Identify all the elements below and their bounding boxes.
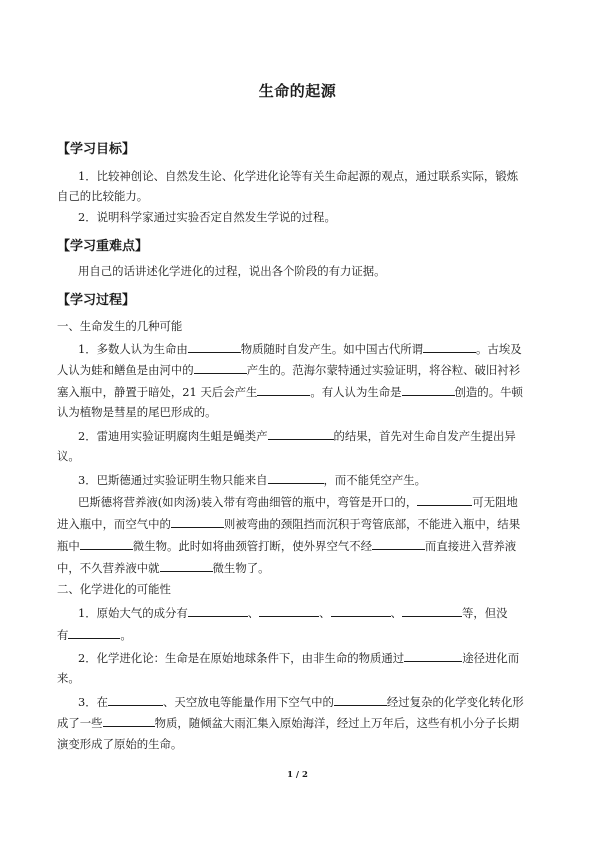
fill-blank[interactable] [423, 340, 476, 353]
text-span: 、 [319, 606, 331, 620]
text-span: 人认为蛙和鳝鱼是由河中的 [57, 363, 194, 377]
keypoints-text: 用自己的话讲述化学进化的过程，说出各个阶段的有力证据。 [78, 264, 386, 278]
fill-blank[interactable] [171, 515, 224, 528]
text-span: 塞入瓶中，静置于暗处，21 天后会产生 [57, 385, 258, 399]
part2-item2-line2: 来。 [57, 671, 80, 685]
text-span: 物质随时自发产生。如中国古代所谓 [240, 342, 424, 356]
fill-blank[interactable] [372, 537, 425, 550]
text-span: 物质，随倾盆大雨汇集入原始海洋，经过上万年后，这些有机小分子长期 [154, 716, 520, 730]
text-span: 等，但没 [461, 606, 508, 620]
text-span: 3．在 [78, 695, 109, 709]
part1-pasteur-line1 [78, 493, 518, 510]
section-heading-goals: 【学习目标】 [57, 142, 136, 157]
part2-item1-line2 [57, 626, 132, 643]
part1-item2-line2: 议。 [57, 449, 80, 463]
text-span: 微生物。此时如将曲颈管打断，使外界空气不经 [132, 539, 373, 553]
text-span: 进入瓶中，而空气中的 [57, 517, 171, 531]
text-span: 经过复杂的化学变化转化形 [386, 695, 524, 709]
text-span: 3．巴斯德通过实验证明生物只能来自 [78, 473, 268, 487]
section-heading-process: 【学习过程】 [57, 293, 136, 308]
goal-1-line-2: 自己的比较能力。 [57, 189, 149, 203]
fill-blank[interactable] [160, 559, 213, 572]
text-span: 、 [247, 606, 260, 620]
text-span: 成了一些 [57, 716, 103, 730]
fill-blank[interactable] [404, 649, 462, 662]
fill-blank[interactable] [268, 427, 334, 440]
section-heading-keypoints: 【学习重难点】 [57, 239, 149, 254]
fill-blank[interactable] [194, 361, 247, 374]
text-span: 微生物了。 [212, 561, 270, 575]
text-span: 途径进化而 [462, 651, 520, 665]
part1-heading: 一、生命发生的几种可能 [57, 319, 183, 333]
page-title: 生命的起源 [258, 82, 337, 100]
text-span: 则被弯曲的颈阻挡而沉积于弯管底部，不能进入瓶中，结果 [223, 517, 521, 531]
text-span: 2．化学进化论：生命是在原始地球条件下，由非生命的物质通过 [78, 651, 405, 665]
page-number: 1 / 2 [287, 770, 308, 780]
text-span: 可无阻地 [472, 495, 518, 509]
part2-item3-line2 [57, 714, 519, 731]
fill-blank[interactable] [402, 383, 455, 396]
fill-blank[interactable] [188, 340, 241, 353]
fill-blank[interactable] [259, 604, 319, 617]
part2-item2-line1 [78, 649, 519, 666]
text-span: 创造的。牛顿 [454, 385, 523, 399]
fill-blank[interactable] [334, 693, 387, 706]
fill-blank[interactable] [417, 493, 472, 506]
text-span: 瓶中 [57, 539, 80, 553]
text-span: 2．雷迪用实验证明腐肉生蛆是蝇类产 [78, 429, 268, 443]
text-span: 的结果，首先对生命自发产生提出异 [333, 429, 516, 443]
part1-item2-line1 [78, 427, 516, 444]
fill-blank[interactable] [402, 604, 462, 617]
fill-blank[interactable] [257, 383, 310, 396]
part1-pasteur-line4 [57, 559, 270, 576]
text-span: 1．原始大气的成分有 [78, 606, 188, 620]
text-span: 、天空放电等能量作用下空气中的 [163, 695, 334, 709]
text-span: 中，不久营养液中就 [57, 561, 160, 575]
text-span: 。有人认为生命是 [310, 385, 402, 399]
fill-blank[interactable] [103, 714, 155, 727]
text-span: 。古埃及 [476, 342, 522, 356]
part1-pasteur-line2 [57, 515, 520, 532]
part1-item1-line1 [78, 340, 522, 357]
text-span: 巴斯德将营养液(如肉汤)装入带有弯曲细管的瓶中，弯管是开口的， [78, 495, 418, 509]
part1-item1-line4: 认为植物是彗星的尾巴形成的。 [57, 405, 217, 419]
text-span: ，而不能凭空产生。 [323, 473, 427, 487]
fill-blank[interactable] [188, 604, 248, 617]
text-span: 产生的。范海尔蒙特通过实验证明，将谷粒、破旧衬衫 [246, 363, 521, 377]
fill-blank[interactable] [68, 626, 120, 639]
part2-item3-line3: 演变形成了原始的生命。 [57, 737, 183, 751]
text-span: 而直接进入营养液 [425, 539, 517, 553]
part2-heading: 二、化学进化的可能性 [57, 582, 171, 596]
part1-item1-line2 [57, 361, 520, 378]
text-span: 有 [57, 628, 69, 642]
fill-blank[interactable] [331, 604, 391, 617]
fill-blank[interactable] [80, 537, 133, 550]
fill-blank[interactable] [108, 693, 163, 706]
goal-1-line-1: 1．比较神创论、自然发生论、化学进化论等有关生命起源的观点，通过联系实际，锻炼 [78, 169, 519, 183]
text-span: 、 [390, 606, 402, 620]
text-span: 。 [120, 628, 132, 642]
part1-pasteur-line3 [57, 537, 516, 554]
part1-item3-line1 [78, 471, 426, 488]
part1-item1-line3 [57, 383, 523, 400]
part2-item1-line1 [78, 604, 508, 621]
part2-item3-line1 [78, 693, 524, 710]
goal-2: 2．说明科学家通过实验否定自然发生学说的过程。 [78, 210, 336, 224]
text-span: 1．多数人认为生命由 [78, 342, 188, 356]
fill-blank[interactable] [268, 471, 324, 484]
